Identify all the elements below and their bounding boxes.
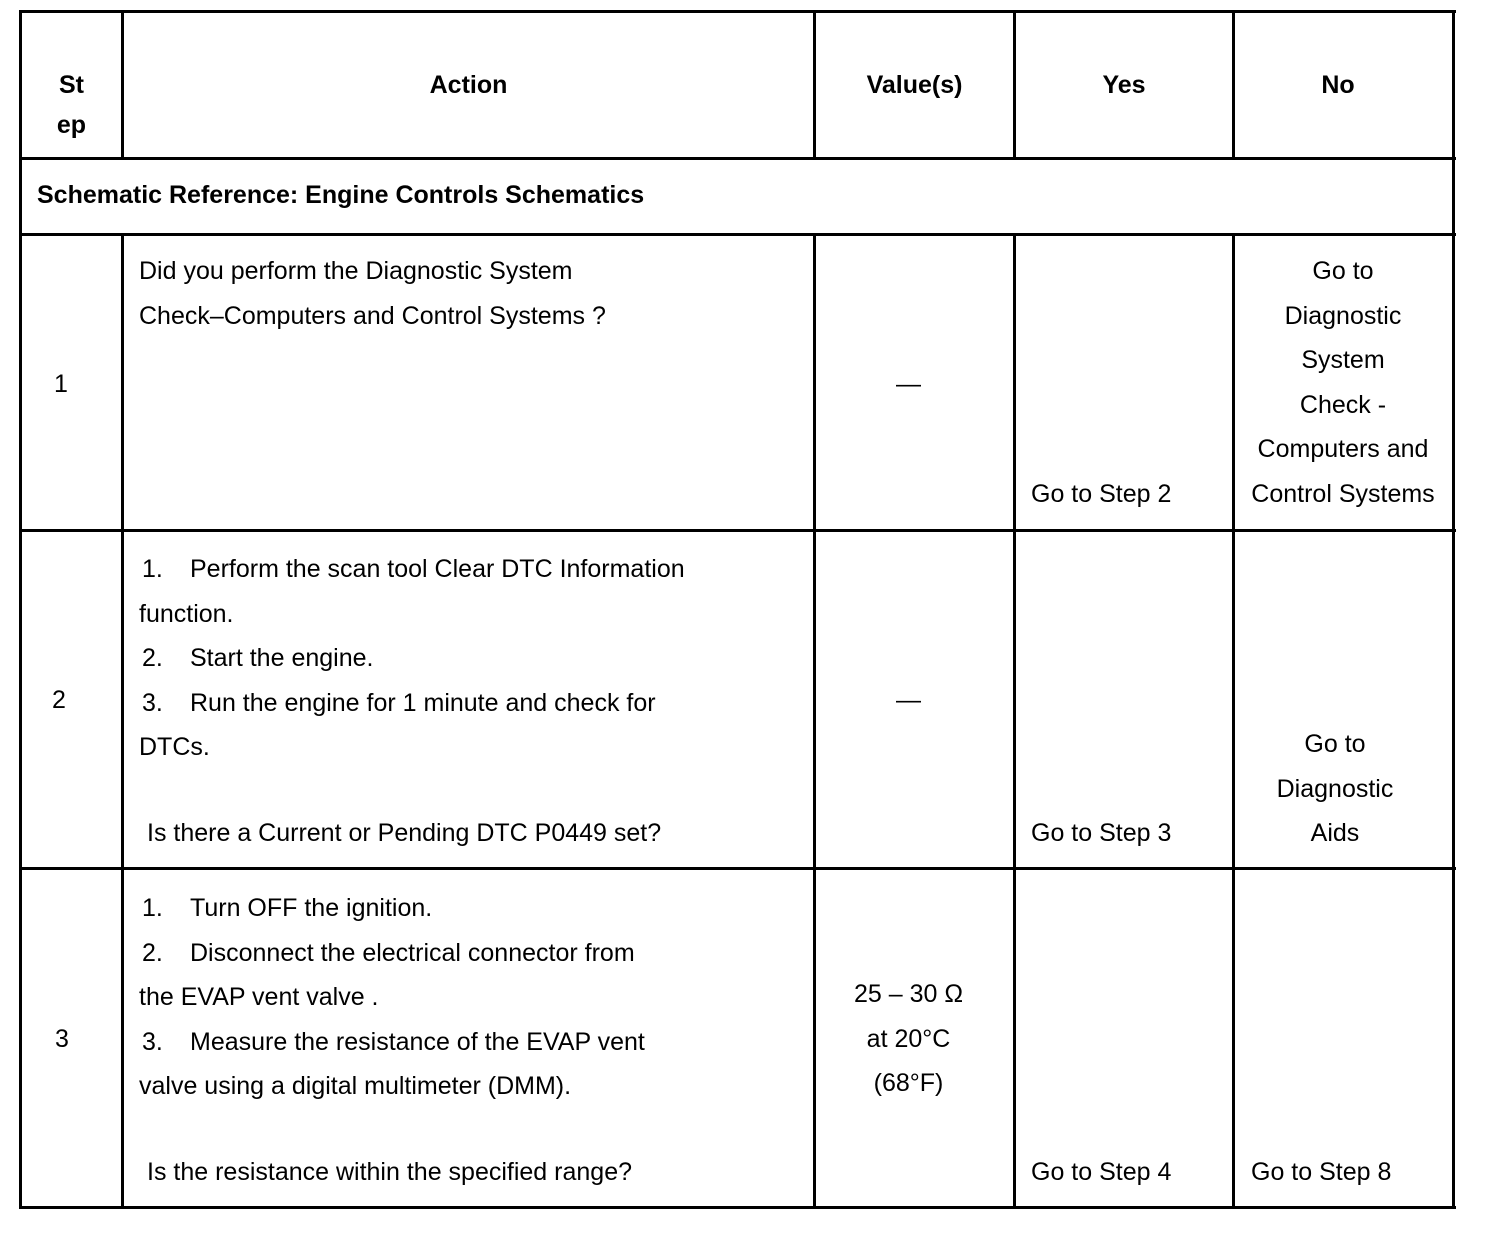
row2-action-item: function. <box>139 599 234 628</box>
item-text: Perform the scan tool Clear DTC Information <box>190 555 685 583</box>
row1-no <box>1238 249 1448 516</box>
item-number: 3. <box>142 688 163 717</box>
row1-no-line: Diagnostic <box>1284 301 1402 330</box>
row3-yes: Go to Step 4 <box>1031 1158 1172 1186</box>
item-text: Disconnect the electrical connector from <box>190 938 635 967</box>
header-yes: Yes <box>1102 71 1146 99</box>
row2-step: 2 <box>52 686 66 714</box>
row3-no: Go to Step 8 <box>1251 1158 1392 1186</box>
row3-value-line: at 20°C <box>866 1024 951 1053</box>
item-number: 1. <box>142 555 163 583</box>
row3-value-line: (68°F) <box>873 1069 944 1097</box>
row3-question: Is the resistance within the specified range? <box>147 1158 632 1186</box>
row2-question: Is there a Current or Pending DTC P0449 set? <box>147 819 662 847</box>
item-number: 2. <box>142 644 163 672</box>
header-values: Value(s) <box>866 71 963 99</box>
row1-no-line: Computers and <box>1257 435 1429 463</box>
table-border-top <box>19 10 1456 13</box>
row2-no-line: Aids <box>1310 819 1360 847</box>
row2-action-item: DTCs. <box>139 733 210 761</box>
row3-action-item <box>139 931 645 976</box>
item-text: Measure the resistance of the EVAP vent <box>190 1027 645 1056</box>
row2-action-item <box>139 681 685 726</box>
row1-value: — <box>896 370 921 398</box>
row1-no-line: Check - <box>1299 390 1387 419</box>
row3-value-line: 25 – 30 Ω <box>853 980 964 1008</box>
header-step-line1: St <box>59 71 84 99</box>
table-border-left <box>19 10 22 1209</box>
row2-no-line: Diagnostic <box>1276 774 1394 803</box>
row3-action-item: the EVAP vent valve . <box>139 983 379 1011</box>
col-divider-values <box>1013 233 1016 1209</box>
row3-value <box>816 972 1001 1106</box>
col-divider-step <box>121 233 124 1209</box>
row1-no-line: System <box>1301 346 1385 374</box>
header-step-line2: ep <box>56 111 87 139</box>
header-divider <box>19 157 1456 160</box>
schematic-reference: Schematic Reference: Engine Controls Schematics <box>37 181 645 209</box>
row3-action <box>139 886 645 1109</box>
row2-divider <box>19 867 1456 870</box>
header-no: No <box>1321 71 1355 99</box>
row1-yes: Go to Step 2 <box>1031 480 1172 508</box>
row1-step: 1 <box>54 370 68 398</box>
row3-step: 3 <box>55 1025 69 1053</box>
item-number: 3. <box>142 1027 163 1056</box>
item-number: 1. <box>142 894 163 922</box>
row2-no <box>1235 722 1435 856</box>
row1-no-line: Control Systems <box>1251 479 1435 508</box>
row2-yes: Go to Step 3 <box>1031 819 1172 847</box>
table-border-right <box>1452 10 1455 1209</box>
item-text: Run the engine for 1 minute and check for <box>190 688 656 717</box>
schematic-divider <box>19 233 1456 236</box>
header-step <box>22 65 121 145</box>
table-border-bottom <box>19 1206 1456 1209</box>
row3-action-item: valve using a digital multimeter (DMM). <box>139 1072 572 1100</box>
row2-no-line: Go to <box>1304 730 1366 758</box>
item-number: 2. <box>142 938 163 967</box>
row3-action-item <box>139 886 645 931</box>
col-divider-yes <box>1232 233 1235 1209</box>
row2-action-item <box>139 636 685 681</box>
row2-action <box>139 547 685 770</box>
row2-value: — <box>896 686 921 714</box>
item-text: Start the engine. <box>190 644 374 672</box>
row1-no-line: Go to <box>1312 257 1374 285</box>
row1-action <box>139 249 606 338</box>
row1-action-line: Did you perform the Diagnostic System <box>139 257 573 285</box>
row1-divider <box>19 529 1456 532</box>
row1-action-line: Check–Computers and Control Systems ? <box>139 301 606 330</box>
item-text: Turn OFF the ignition. <box>190 894 433 922</box>
row2-action-item <box>139 547 685 592</box>
header-action: Action <box>429 71 508 99</box>
row3-action-item <box>139 1020 645 1065</box>
